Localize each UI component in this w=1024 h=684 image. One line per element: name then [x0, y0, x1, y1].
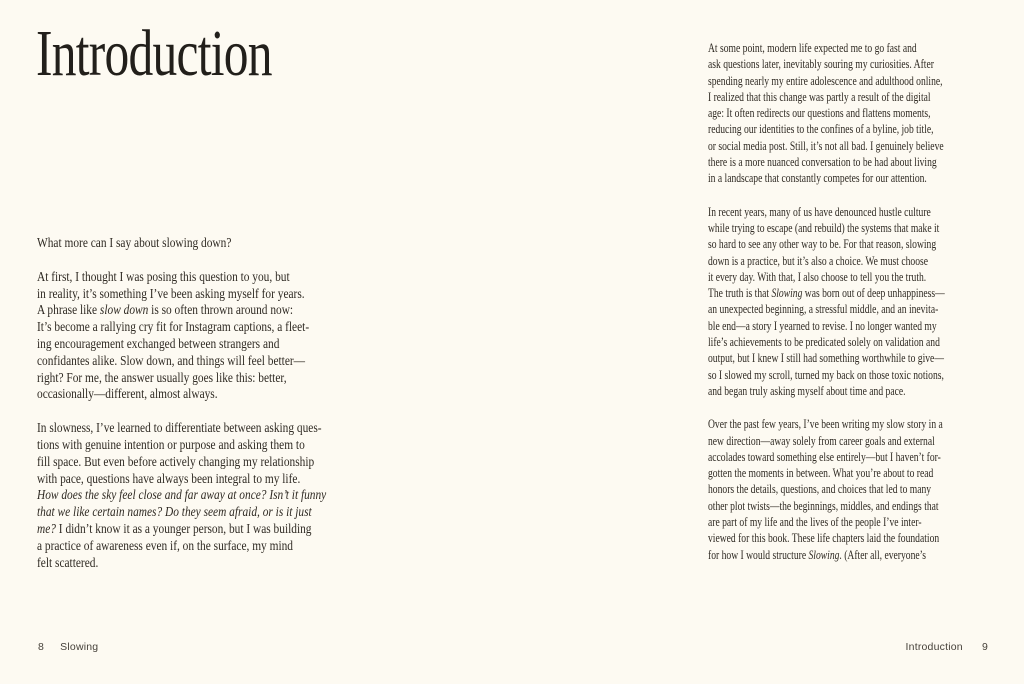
- text-line: ing encouragement exchanged between strangers and: [37, 335, 280, 351]
- paragraph: [37, 235, 326, 252]
- paragraph: [37, 269, 326, 403]
- paragraph: [708, 204, 945, 400]
- text-line: in a landscape that constantly competes for our attention.: [708, 171, 927, 186]
- left-page-body: [37, 235, 326, 571]
- text-line: In slowness, I’ve learned to differentiate between asking ques-: [37, 420, 322, 436]
- text-line: output, but I knew I still had something worthwhile to give—: [708, 351, 944, 366]
- text-line: while trying to escape (and rebuild) the systems that make it: [708, 220, 940, 235]
- text-line: gotten the moments in between. What you’re about to read: [708, 466, 934, 481]
- text-line: confidantes alike. Slow down, and things will feel better—: [37, 352, 306, 368]
- text-line: tions with genuine intention or purpose and asking them to: [37, 436, 305, 452]
- text-line: The truth is that Slowing was born out of deep unhappiness—: [708, 286, 945, 301]
- right-page-footer: [906, 641, 988, 653]
- text-line: so I slowed my scroll, turned my back on those toxic notions,: [708, 367, 944, 382]
- paragraph: [708, 40, 945, 187]
- text-line: that we like certain names? Do they seem afraid, or is it just: [37, 504, 312, 520]
- chapter-title: Introduction: [36, 17, 272, 90]
- text-line: spending nearly my entire adolescence and adulthood online,: [708, 73, 943, 88]
- paragraph: [37, 420, 326, 571]
- text-line: it every day. With that, I also choose to tell you the truth.: [708, 269, 927, 284]
- text-line: right? For me, the answer usually goes like this: better,: [37, 369, 287, 385]
- right-page-body: [708, 40, 945, 563]
- text-line: an unexpected beginning, a stressful middle, and an inevita-: [708, 302, 939, 317]
- text-line: life’s achievements to be predicated solely on validation and: [708, 335, 940, 350]
- text-line: ask questions later, inevitably souring my curiosities. After: [708, 57, 934, 72]
- running-footer-book-title: Slowing: [60, 641, 99, 653]
- text-line: so hard to see any other way to be. For that reason, slowing: [708, 237, 937, 252]
- text-line: a practice of awareness even if, on the surface, my mind: [37, 537, 293, 553]
- text-line: ble end—a story I yearned to revise. I no longer wanted my: [708, 318, 937, 333]
- text-line: me? I didn’t know it as a younger person, but I was building: [37, 520, 312, 536]
- text-line: and began truly asking myself about time and pace.: [708, 383, 906, 398]
- text-line: felt scattered.: [37, 554, 99, 570]
- text-line: for how I would structure Slowing. (After all, everyone’s: [708, 547, 927, 562]
- text-line: or social media post. Still, it’s not all bad. I genuinely believe: [708, 138, 944, 153]
- text-line: viewed for this book. These life chapters laid the foundation: [708, 531, 940, 546]
- text-line: new direction—away solely from career goals and external: [708, 433, 935, 448]
- paragraph: [708, 416, 945, 563]
- text-line: accolades toward something else entirely—but I haven’t for-: [708, 449, 941, 464]
- text-line: What more can I say about slowing down?: [37, 235, 232, 250]
- text-line: there is a more nuanced conversation to be had about living: [708, 155, 937, 170]
- text-line: age: It often redirects our questions and flattens moments,: [708, 106, 931, 121]
- text-line: down is a practice, but it’s also a choice. We must choose: [708, 253, 929, 268]
- text-line: with pace, questions have always been integral to my life.: [37, 470, 301, 486]
- text-line: occasionally—different, almost always.: [37, 386, 218, 402]
- text-line: A phrase like slow down is so often thrown around now:: [37, 302, 294, 318]
- right-page-number: 9: [981, 641, 988, 653]
- left-page-number: 8: [38, 641, 45, 653]
- text-line: other plot twists—the beginnings, middles, and endings that: [708, 498, 939, 513]
- text-line: In recent years, many of us have denounced hustle culture: [708, 204, 931, 219]
- text-line: in reality, it’s something I’ve been asking myself for years.: [37, 285, 305, 301]
- text-line: How does the sky feel close and far away at once? Isn’t it funny: [37, 487, 327, 503]
- text-line: fill space. But even before actively changing my relationship: [37, 453, 315, 469]
- text-line: At some point, modern life expected me to go fast and: [708, 41, 917, 55]
- text-line: I realized that this change was partly a result of the digital: [708, 89, 931, 104]
- text-line: honors the details, questions, and choices that led to many: [708, 482, 932, 497]
- left-page-footer: [38, 641, 98, 653]
- text-line: At first, I thought I was posing this question to you, but: [37, 268, 290, 284]
- text-line: reducing our identities to the confines of a byline, job title,: [708, 122, 934, 137]
- text-line: are part of my life and the lives of the people I’ve inter-: [708, 515, 922, 530]
- text-line: Over the past few years, I’ve been writing my slow story in a: [708, 417, 943, 432]
- running-footer-chapter-title: Introduction: [905, 641, 963, 653]
- text-line: It’s become a rallying cry fit for Instagram captions, a fleet-: [37, 319, 310, 335]
